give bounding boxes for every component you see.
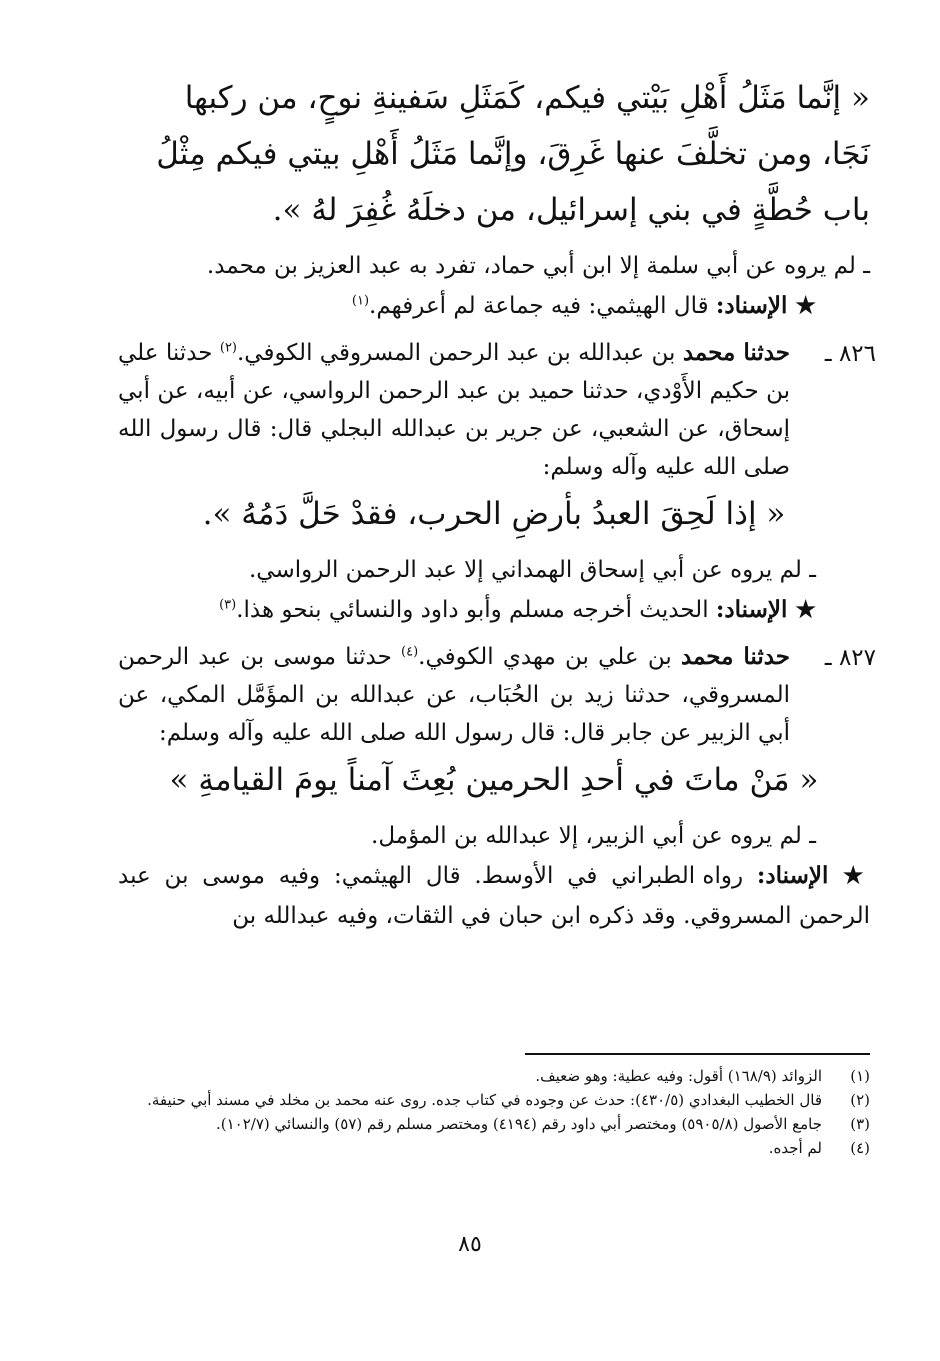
entry-line-1: بن علي بن مهدي الكوفي. (418, 644, 672, 670)
opening-isnad (118, 286, 816, 326)
footnote-marker: (٣) (219, 597, 237, 613)
entry-number: ٨٢٦ ـ (824, 341, 876, 367)
footnote-4 (118, 1136, 870, 1160)
page-number: ٨٥ (458, 1232, 482, 1257)
entry-827-quote: « مَنْ ماتَ في أحدِ الحرمين بُعِثَ آمناً يومَ القيامةِ » (169, 762, 819, 798)
footnote-number: (٤) (850, 1139, 870, 1157)
entry-line-3: الزبير عن جابر قال: قال رسول الله صلى الله عليه وآله وسلم: (158, 720, 751, 746)
entry-line-1b: حدثنا علي بن (118, 340, 791, 404)
isnad-text: الحديث أخرجه مسلم وأبو داود والنسائي بنحو هذا. (236, 597, 709, 623)
hadith-entry-827 (118, 638, 876, 752)
footnote-number: (٢) (850, 1091, 870, 1109)
footnote-number: (١) (850, 1067, 870, 1085)
isnad-line-2: الرحمن المسروقي. وقد ذكره ابن حبان في الثقات، وفيه عبدالله بن (232, 903, 870, 929)
footnote-text: لم أجده. (768, 1139, 822, 1157)
entry-827-isnad (118, 856, 870, 936)
footnote-divider (525, 1053, 870, 1055)
entry-827-note: ـ لم يروه عن أبي الزبير، إلا عبدالله بن المؤمل. (371, 823, 816, 849)
footnote-text: جامع الأصول (٥٩٠٥/٨) ومختصر أبي داود رقم (٤١٩٤) ومختصر مسلم رقم (٥٧) والنسائي (١٠٢/٧). (216, 1115, 822, 1133)
isnad-label: ★ الإسناد: (715, 292, 816, 319)
entry-826-note: ـ لم يروه عن أبي إسحاق الهمداني إلا عبد الرحمن الرواسي. (249, 557, 816, 583)
entry-826-isnad (118, 590, 816, 630)
entry-line-1: بن عبدالله بن عبد الرحمن المسروقي الكوفي. (237, 340, 676, 366)
footnote-marker: (٢) (219, 340, 237, 356)
footnotes (118, 1064, 870, 1160)
entry-lead: حدثنا محمد (682, 339, 791, 366)
entry-line-2: المسروقي، حدثنا زيد بن الحُبَاب، عن عبدالله بن المؤَمَّل المكي، عن أبي (118, 682, 790, 746)
opening-note: ـ لم يروه عن أبي سلمة إلا ابن أبي حماد، تفرد به عبد العزيز بن محمد. (206, 253, 870, 279)
page-body (118, 70, 876, 936)
isnad-line-1: رواه الطبراني في الأوسط. قال الهيثمي: وفيه موسى بن عبد (118, 863, 744, 889)
entry-lead: حدثنا محمد (680, 643, 791, 670)
opening-quote-line-1: « إنَّما مَثَلُ أَهْلِ بَيْتي فيكم، كَمَثَلِ سَفينةِ نوحٍ، من ركبها (184, 80, 870, 116)
entry-line-2: حكيم الأَوْدي، حدثنا حميد بن عبد الرحمن الرواسي، عن أبيه، عن أبي (118, 378, 759, 404)
entry-line-3: إسحاق، عن الشعبي، عن جرير بن عبدالله البجلي قال: قال رسول الله (118, 416, 790, 442)
footnote-marker: (٤) (401, 644, 419, 660)
entry-line-1b: حدثنا موسى بن عبد الرحمن (118, 644, 392, 670)
isnad-label: ★ الإسناد: (756, 862, 870, 889)
footnote-marker: (١) (351, 293, 370, 309)
footnote-number: (٣) (850, 1115, 870, 1133)
footnote-1 (118, 1064, 870, 1088)
footnote-3 (118, 1112, 870, 1136)
isnad-label: ★ الإسناد: (715, 596, 816, 623)
opening-quote-line-2: نَجَا، ومن تخلَّفَ عنها غَرِقَ، وإنَّما مَثَلُ أَهْلِ بيتي فيكم مِثْلُ (156, 136, 870, 172)
footnote-text: قال الخطيب البغدادي (٤٣٠/٥): حدث عن وجوده في كتاب جده. روى عنه محمد بن مخلد في مسند أبي حنيفة. (147, 1091, 822, 1109)
footnote-2 (118, 1088, 870, 1112)
entry-826-quote: « إذا لَحِقَ العبدُ بأرضِ الحرب، فقدْ حَلَّ دَمُهُ ». (202, 496, 786, 532)
entry-number: ٨٢٧ ـ (824, 645, 876, 671)
isnad-text: قال الهيثمي: فيه جماعة لم أعرفهم. (369, 293, 709, 319)
opening-quote-line-3: باب حُطَّةٍ في بني إسرائيل، من دخلَهُ غُفِرَ لهُ ». (272, 192, 870, 228)
hadith-entry-826 (118, 334, 876, 486)
entry-line-4: صلى الله عليه وآله وسلم: (542, 454, 790, 480)
footnote-text: الزوائد (١٦٨/٩) أقول: وفيه عطية: وهو ضعيف. (535, 1067, 822, 1085)
